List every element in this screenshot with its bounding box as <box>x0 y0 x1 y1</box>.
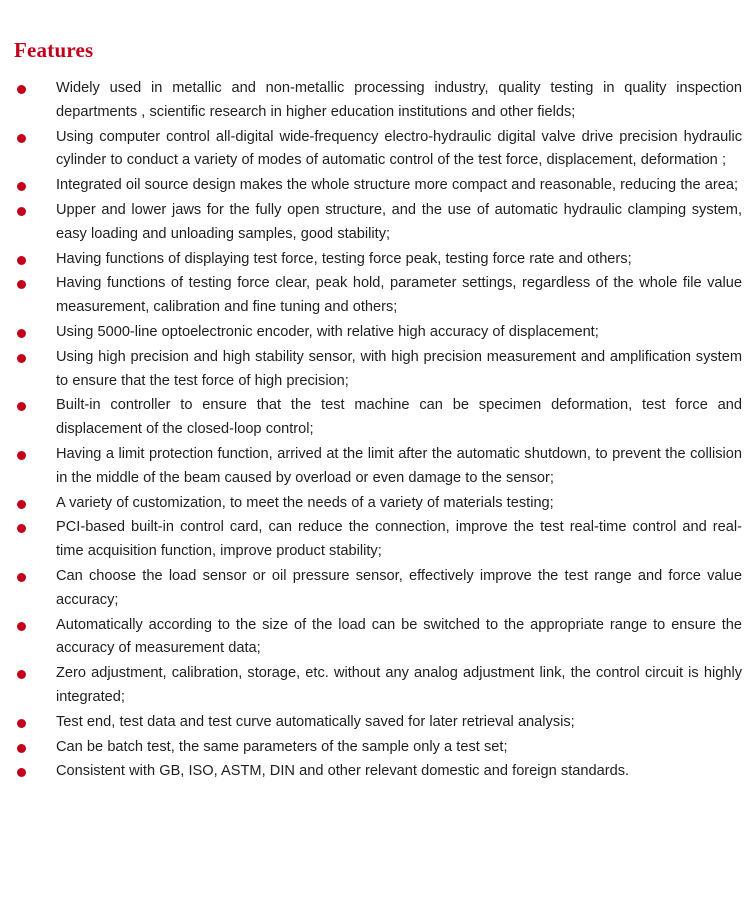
bullet-icon <box>10 77 56 94</box>
list-item-text: Consistent with GB, ISO, ASTM, DIN and other relevant domestic and foreign standards. <box>56 763 630 780</box>
list-item <box>10 126 744 174</box>
list-item <box>10 443 744 491</box>
bullet-icon <box>10 443 56 460</box>
bullet-icon <box>10 199 56 216</box>
list-item-text: Having functions of testing force clear, peak hold, parameter settings, regardless of the whole file value measurement, calibration and fine tuning and others; <box>56 275 742 316</box>
features-list <box>10 77 744 784</box>
bullet-icon <box>10 760 56 777</box>
list-item <box>10 614 744 662</box>
bullet-icon <box>10 321 56 338</box>
list-item <box>10 662 744 710</box>
list-item-text: Can choose the load sensor or oil pressure sensor, effectively improve the test range and force value accuracy; <box>56 567 742 608</box>
bullet-icon <box>10 346 56 363</box>
list-item-text: Having functions of displaying test force, testing force peak, testing force rate and others; <box>56 250 632 267</box>
page-title: Features <box>14 38 94 62</box>
list-item <box>10 321 744 345</box>
list-item <box>10 394 744 442</box>
features-page <box>0 38 750 924</box>
bullet-icon <box>10 614 56 631</box>
list-item-text: Can be batch test, the same parameters of the sample only a test set; <box>56 738 508 755</box>
list-item-text: Using 5000-line optoelectronic encoder, with relative high accuracy of displacement; <box>56 323 599 340</box>
list-item <box>10 565 744 613</box>
list-item-text: A variety of customization, to meet the needs of a variety of materials testing; <box>56 494 554 511</box>
list-item-text: PCI-based built-in control card, can reduce the connection, improve the test real-time control and real-time acquisition function, improve product stability; <box>56 519 742 560</box>
list-item <box>10 492 744 516</box>
list-item-text: Test end, test data and test curve automatically saved for later retrieval analysis; <box>56 713 575 730</box>
list-item <box>10 272 744 320</box>
bullet-icon <box>10 516 56 533</box>
list-item-text: Using computer control all-digital wide-frequency electro-hydraulic digital valve drive precision hydraulic cylinder to conduct a variety of modes of automatic control of the test force, displacement, deformation ; <box>56 128 742 169</box>
list-item <box>10 516 744 564</box>
bullet-icon <box>10 662 56 679</box>
bullet-icon <box>10 711 56 728</box>
bullet-icon <box>10 736 56 753</box>
list-item <box>10 736 744 760</box>
list-item-text: Widely used in metallic and non-metallic processing industry, quality testing in quality inspection departments , scientific research in higher education institutions and other fields; <box>56 80 742 120</box>
bullet-icon <box>10 126 56 143</box>
list-item-text: Built-in controller to ensure that the test machine can be specimen deformation, test force and displacement of the closed-loop control; <box>56 397 742 438</box>
list-item <box>10 248 744 272</box>
bullet-icon <box>10 248 56 265</box>
list-item <box>10 346 744 394</box>
bullet-icon <box>10 565 56 582</box>
list-item <box>10 174 744 198</box>
bullet-icon <box>10 394 56 411</box>
list-item-text: Automatically according to the size of the load can be switched to the appropriate range to ensure the accuracy of measurement data; <box>56 616 742 657</box>
bullet-icon <box>10 174 56 191</box>
list-item <box>10 199 744 247</box>
list-item <box>10 77 744 125</box>
list-item-text: Integrated oil source design makes the whole structure more compact and reasonable, reducing the area; <box>56 177 739 194</box>
list-item-text: Using high precision and high stability sensor, with high precision measurement and amplification system to ensure that the test force of high precision; <box>56 348 742 389</box>
list-item-text: Zero adjustment, calibration, storage, etc. without any analog adjustment link, the control circuit is highly integrated; <box>56 665 742 705</box>
list-item-text: Upper and lower jaws for the fully open structure, and the use of automatic hydraulic clamping system, easy loading and unloading samples, good stability; <box>56 201 742 242</box>
bullet-icon <box>10 492 56 509</box>
bullet-icon <box>10 272 56 289</box>
list-item <box>10 760 744 784</box>
list-item-text: Having a limit protection function, arrived at the limit after the automatic shutdown, to prevent the collision in the middle of the beam caused by overload or even damage to the sensor; <box>56 445 742 486</box>
list-item <box>10 711 744 735</box>
